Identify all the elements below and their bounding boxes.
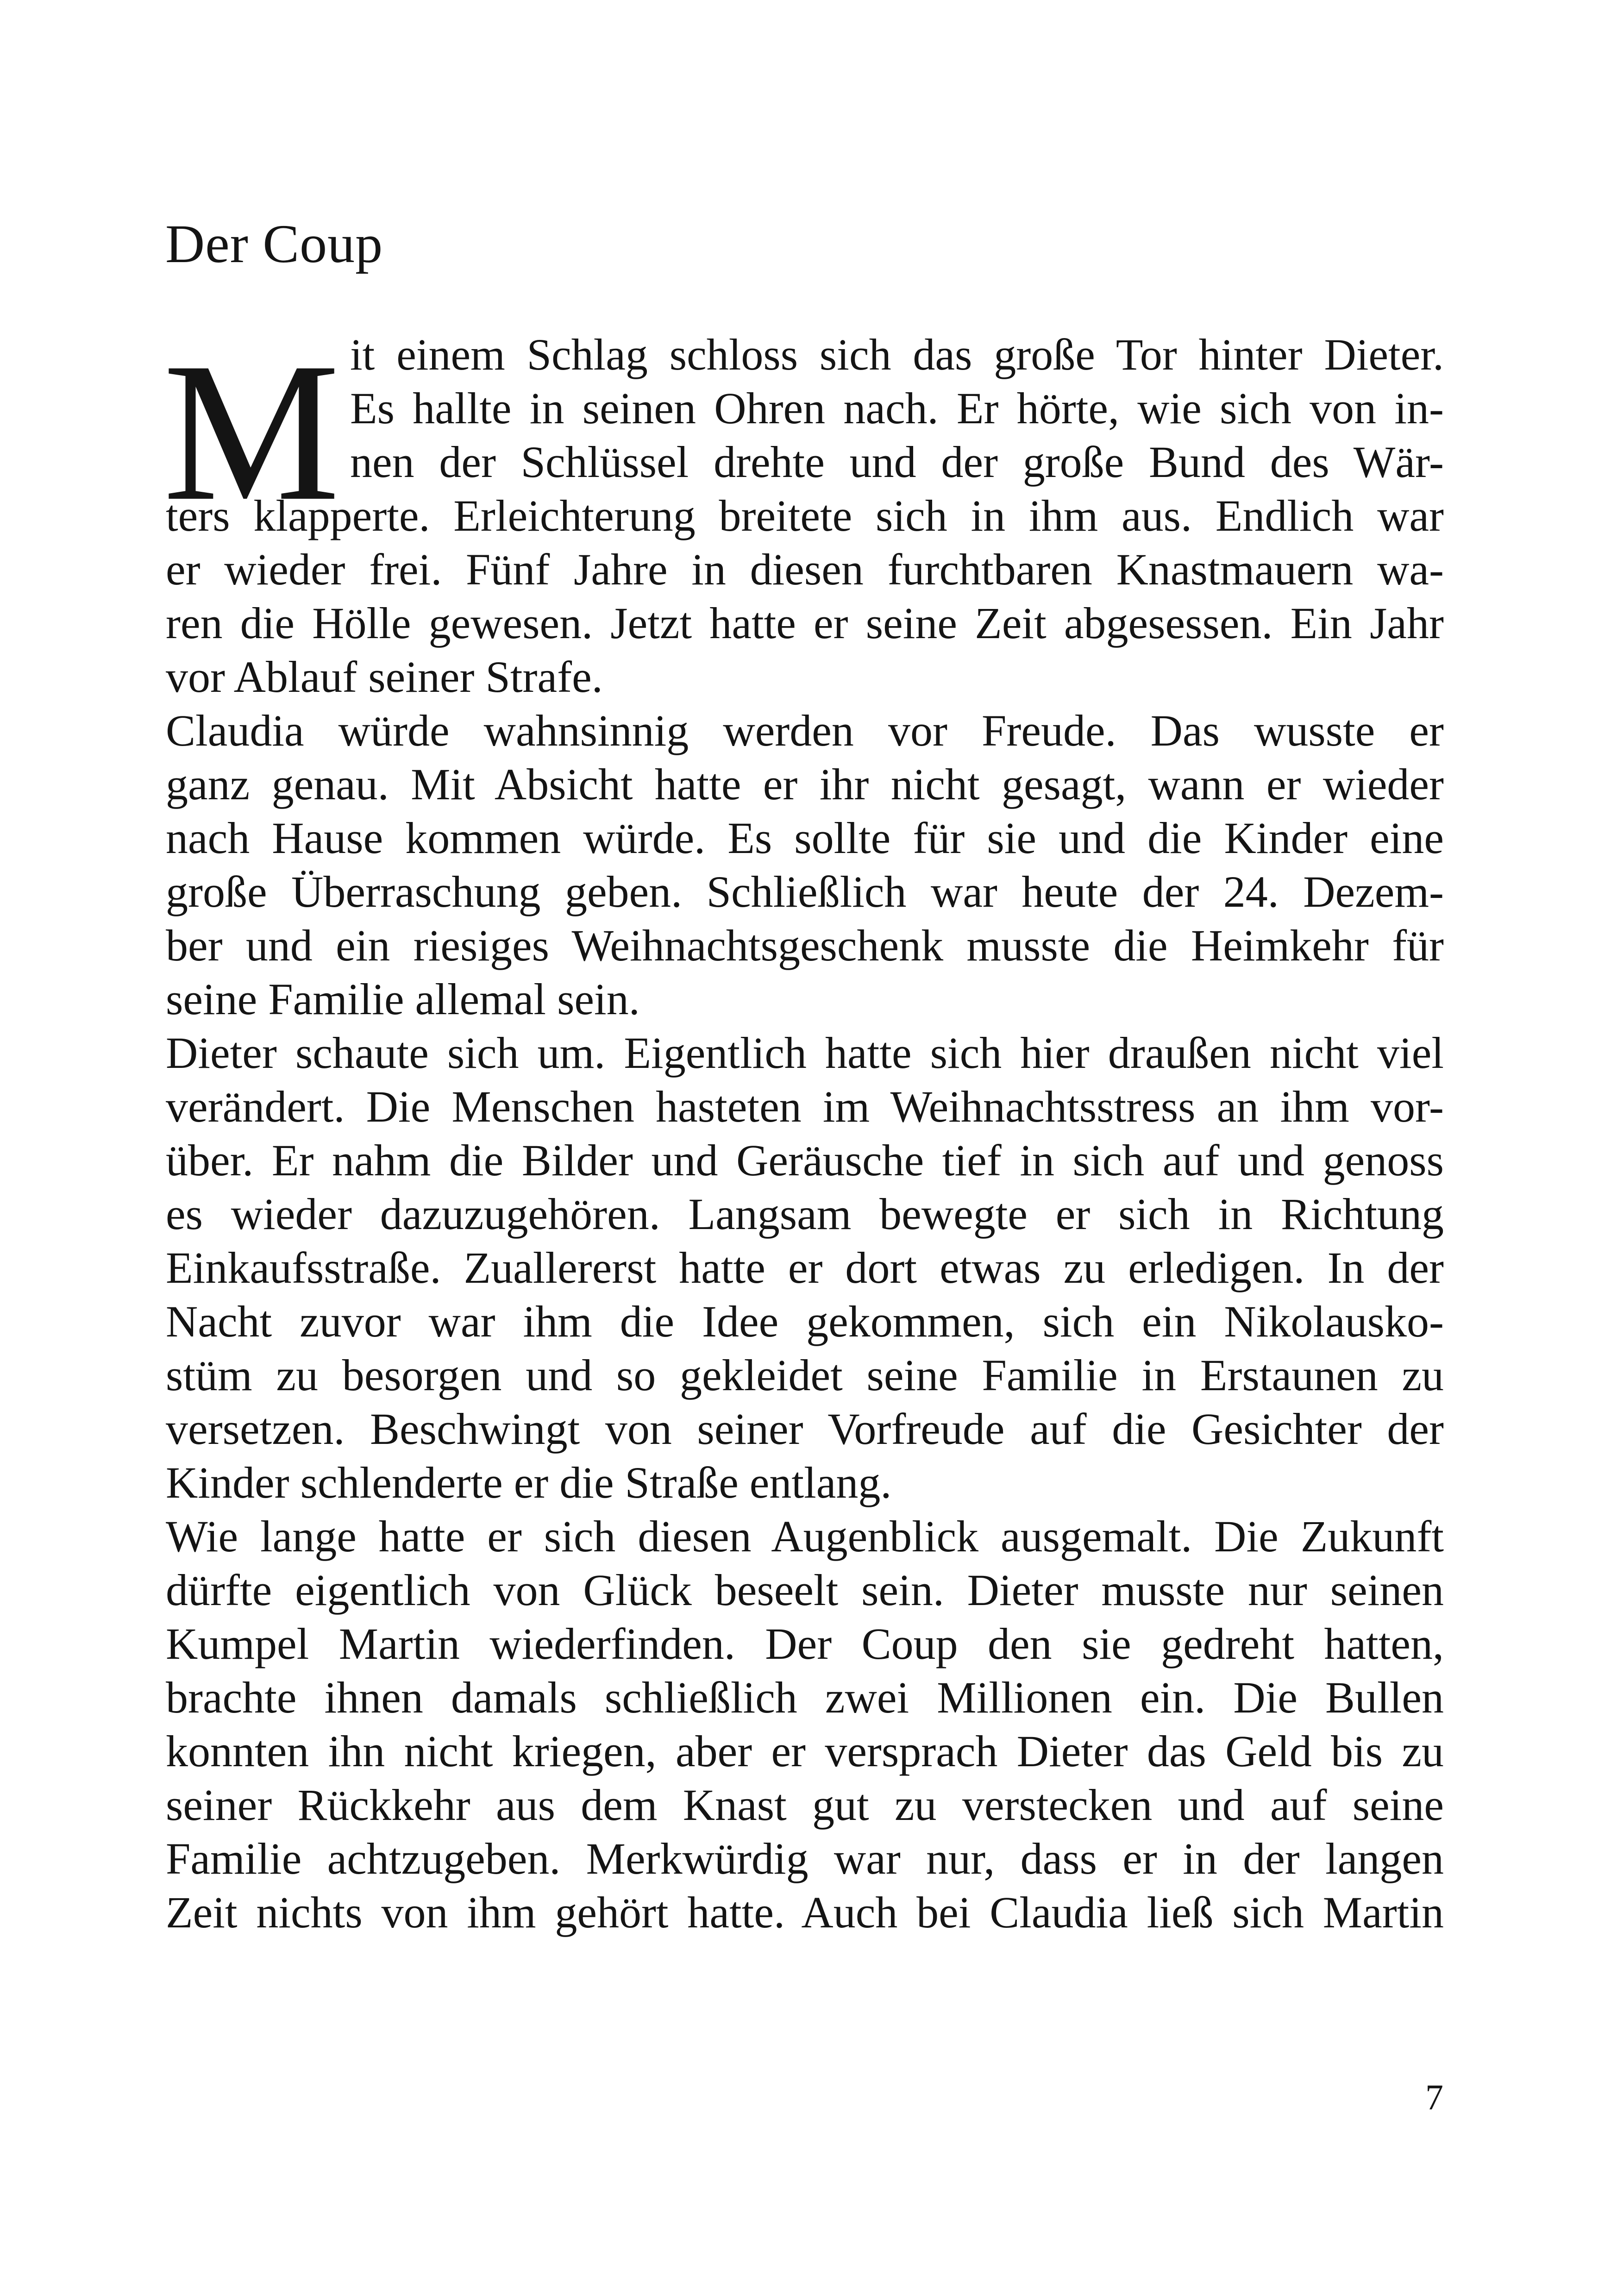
page-number: 7 [1425,2077,1443,2117]
text-line: ters klapperte. Erleichterung breitete sich in ihm aus. Endlich war [166,491,1444,540]
text-line: Familie achtzugeben. Merkwürdig war nur, dass er in der langen [166,1834,1444,1883]
text-line: versetzen. Beschwingt von seiner Vorfreude auf die Gesichter der [166,1404,1444,1454]
text-line: it einem Schlag schloss sich das große Tor hinter Dieter. [350,330,1444,379]
text-line: konnten ihn nicht kriegen, aber er versprach Dieter das Geld bis zu [166,1726,1444,1776]
text-line: nach Hause kommen würde. Es sollte für sie und die Kinder eine [166,813,1444,863]
text-line: Es hallte in seinen Ohren nach. Er hörte, wie sich von in- [350,383,1444,433]
text-line: Kinder schlenderte er die Straße entlang. [166,1458,892,1507]
text-line: ren die Hölle gewesen. Jetzt hatte er seine Zeit abgesessen. Ein Jahr [166,598,1444,648]
text-line: ber und ein riesiges Weihnachtsgeschenk musste die Heimkehr für [166,921,1444,970]
text-line: stüm zu besorgen und so gekleidet seine Familie in Erstaunen zu [166,1350,1444,1400]
text-line: verändert. Die Menschen hasteten im Weihnachtsstress an ihm vor- [166,1082,1444,1131]
text-line: Kumpel Martin wiederfinden. Der Coup den sie gedreht hatten, [166,1619,1444,1669]
text-line: Dieter schaute sich um. Eigentlich hatte sich hier draußen nicht viel [166,1028,1444,1078]
text-line: Wie lange hatte er sich diesen Augenblick ausgemalt. Die Zukunft [166,1512,1444,1561]
text-line: über. Er nahm die Bilder und Geräusche tief in sich auf und genoss [166,1135,1444,1185]
text-line: große Überraschung geben. Schließlich war heute der 24. Dezem- [166,867,1444,916]
text-line: brachte ihnen damals schließlich zwei Millionen ein. Die Bullen [166,1673,1444,1722]
text-line: er wieder frei. Fünf Jahre in diesen furchtbaren Knastmauern wa- [166,545,1444,594]
text-line: Claudia würde wahnsinnig werden vor Freude. Das wusste er [166,706,1444,755]
chapter-title: Der Coup [165,213,383,274]
text-line: seiner Rückkehr aus dem Knast gut zu verstecken und auf seine [166,1780,1444,1830]
text-line: ganz genau. Mit Absicht hatte er ihr nicht gesagt, wann er wieder [166,759,1444,809]
text-line: Nacht zuvor war ihm die Idee gekommen, sich ein Nikolausko- [166,1297,1444,1346]
text-line: dürfte eigentlich von Glück beseelt sein. Dieter musste nur seinen [166,1565,1444,1615]
text-line: es wieder dazuzugehören. Langsam bewegte er sich in Richtung [166,1189,1444,1239]
body-text [166,328,1444,1939]
drop-cap-initial: M [163,322,340,542]
text-line: Einkaufsstraße. Zuallererst hatte er dort etwas zu erledigen. In der [166,1243,1444,1292]
text-line: Zeit nichts von ihm gehört hatte. Auch bei Claudia ließ sich Martin [166,1888,1444,1937]
text-line: vor Ablauf seiner Strafe. [166,652,603,702]
text-line: seine Familie allemal sein. [166,974,640,1024]
text-line: nen der Schlüssel drehte und der große Bund des Wär- [350,437,1444,487]
